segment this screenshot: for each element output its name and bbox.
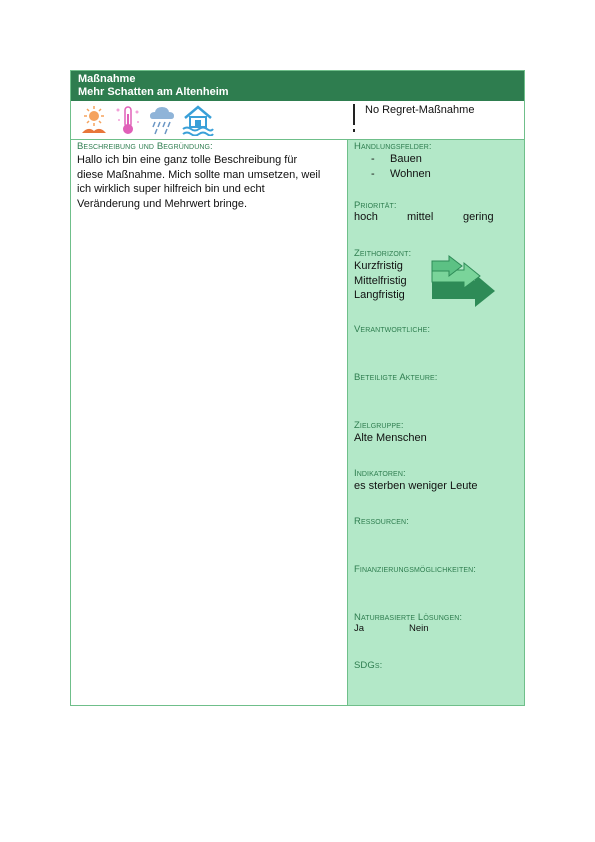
nature-based-yes[interactable]: Ja: [354, 623, 365, 634]
priority-caption: Priorität:: [354, 200, 397, 211]
action-field-label: Bauen: [390, 153, 422, 165]
measure-card: [70, 70, 525, 706]
climate-icons: [79, 104, 215, 136]
measure-title: Mehr Schatten am Altenheim: [78, 86, 229, 98]
actors-section: [354, 372, 438, 383]
target-group-value[interactable]: Alte Menschen: [354, 432, 427, 444]
action-field-item: - Bauen: [371, 153, 422, 165]
description-line: Veränderung und Mehrwert bringe.: [77, 197, 247, 210]
target-group-caption: Zielgruppe:: [354, 420, 404, 431]
horizon-short[interactable]: Kurzfristig: [354, 260, 403, 272]
time-horizon-caption: Zeithorizont:: [354, 248, 412, 259]
thermometer-icon: [113, 104, 143, 136]
priority-options: [354, 211, 519, 225]
description-line: Hallo ich bin eine ganz tolle Beschreibung für: [77, 154, 298, 166]
description-line: ich wirklich super hilfreich bin und echt: [77, 183, 265, 195]
indicators-caption: Indikatoren:: [354, 468, 406, 479]
rain-cloud-icon: [147, 104, 177, 136]
horizon-long[interactable]: Langfristig: [354, 289, 405, 301]
indicators-section: [354, 468, 478, 494]
house-flood-icon: [181, 104, 215, 136]
description-caption: Beschreibung und Begründung:: [77, 141, 213, 152]
description-panel: [71, 140, 348, 705]
sun-heat-icon: [79, 104, 109, 136]
horizon-arrows-icon: [431, 255, 497, 309]
description-text: [77, 153, 343, 211]
description-line: diese Maßnahme. Mich sollte man umsetzen, weil: [77, 168, 321, 181]
action-field-label: Wohnen: [390, 168, 431, 180]
exclamation-icon: [351, 104, 357, 134]
nature-based-caption: Naturbasierte Lösungen:: [354, 612, 463, 623]
actors-caption: Beteiligte Akteure:: [354, 372, 438, 383]
sdgs-caption: SDGs:: [354, 660, 383, 671]
target-group-section: [354, 420, 427, 446]
priority-medium[interactable]: mittel: [407, 211, 434, 223]
priority-low[interactable]: gering: [463, 211, 494, 223]
icon-row: [71, 101, 524, 140]
action-field-item: - Wohnen: [371, 168, 431, 180]
responsible-caption: Verantwortliche:: [354, 324, 431, 335]
header-label: Maßnahme: [78, 73, 136, 85]
resources-caption: Ressourcen:: [354, 516, 409, 527]
horizon-medium[interactable]: Mittelfristig: [354, 274, 407, 287]
no-regret-label: No Regret-Maßnahme: [365, 104, 475, 116]
funding-section: [354, 564, 476, 575]
responsible-section: [354, 324, 430, 335]
funding-caption: Finanzierungsmöglichkeiten:: [354, 564, 476, 575]
action-fields-section: [354, 141, 432, 182]
priority-high[interactable]: hoch: [354, 211, 378, 223]
nature-based-no[interactable]: Nein: [409, 623, 429, 634]
sdgs-section: [354, 660, 382, 671]
resources-section: [354, 516, 409, 527]
priority-section: [354, 200, 519, 225]
time-horizon-section: [354, 248, 411, 303]
indicators-value[interactable]: es sterben weniger Leute: [354, 480, 478, 492]
card-header: [71, 71, 524, 101]
action-fields-caption: Handlungsfelder:: [354, 141, 432, 152]
details-panel: [348, 140, 524, 705]
nature-based-section: [354, 612, 519, 635]
nature-based-options: [354, 623, 519, 635]
